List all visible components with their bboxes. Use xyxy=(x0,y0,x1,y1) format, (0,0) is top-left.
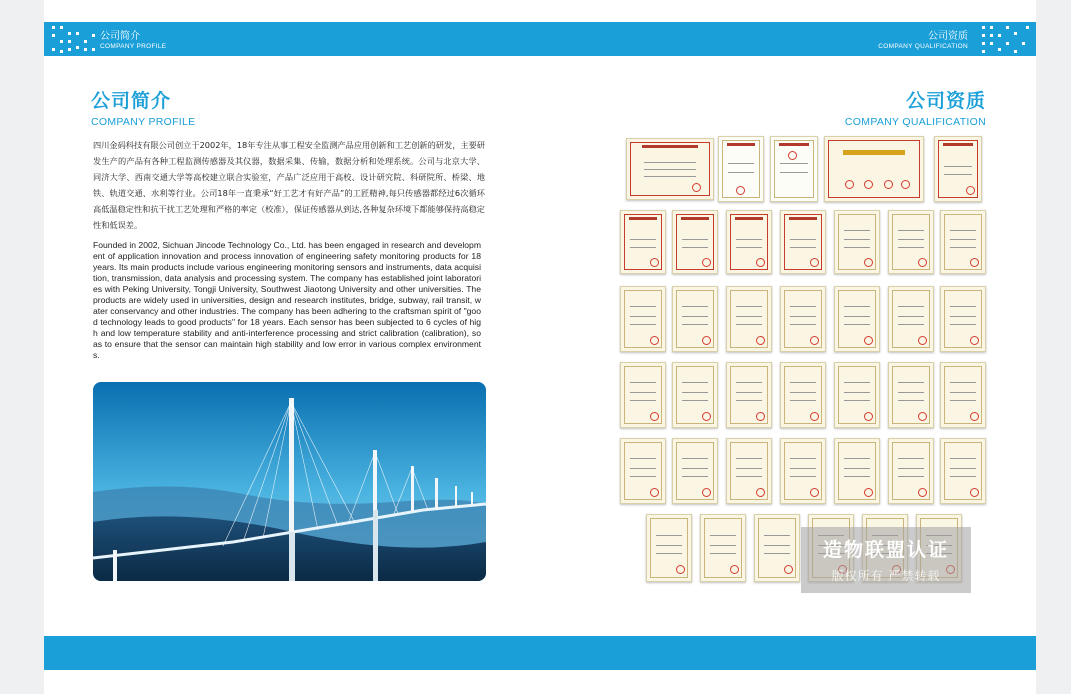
certificate xyxy=(700,514,746,582)
profile-title-en: COMPANY PROFILE xyxy=(91,116,196,128)
certificate xyxy=(626,138,714,200)
certificate xyxy=(726,438,772,504)
certificate xyxy=(940,210,986,274)
certificate xyxy=(824,136,924,202)
watermark-line1: 造物联盟认证 xyxy=(822,539,949,561)
certificate xyxy=(672,210,718,274)
certificate xyxy=(726,210,772,274)
header-left-cn: 公司简介 xyxy=(100,31,140,42)
qualification-title-en: COMPANY QUALIFICATION xyxy=(844,116,986,128)
certificate xyxy=(726,362,772,428)
certificate xyxy=(780,362,826,428)
certificate xyxy=(672,438,718,504)
watermark-line2: 版权所有 严禁转载 xyxy=(831,569,941,583)
certificate xyxy=(726,286,772,352)
certificate-gallery xyxy=(620,134,988,586)
profile-heading xyxy=(91,86,195,128)
certificate xyxy=(620,286,666,352)
certificate xyxy=(780,438,826,504)
qualification-title-cn: 公司资质 xyxy=(905,90,986,112)
header-left-en: COMPANY PROFILE xyxy=(100,43,167,50)
certificate xyxy=(780,210,826,274)
header-right-en: COMPANY QUALIFICATION xyxy=(878,43,968,50)
profile-body-chinese: 四川金码科技有限公司创立于2002年，18年专注从事工程安全监测产品应用创新和工艺创新的研发，主要研发生产的产品有各种工程监测传感器及其仪器，数据采集、传输，数据分析和处理系统。公司与北京大学、同济大学、西南交通大学等高校建立联合实验室，产品广泛应用于高校、设计研究院、科研院所、桥梁、地铁、轨道交通、水利等行业。公司18年一直秉承“好工艺才有好产品”的工匠精神,每只传感器都经过6次循环高低温稳定性和抗干扰工艺处理和严格的率定（校准），保证传感器从到达,各种复杂环境下都能够保持高稳定性和低误差。 xyxy=(93,140,485,230)
certificate xyxy=(888,286,934,352)
certificate xyxy=(620,438,666,504)
top-header-bar xyxy=(44,22,1036,56)
certificate xyxy=(620,210,666,274)
certificate xyxy=(888,438,934,504)
brochure-spread xyxy=(44,0,1036,694)
dot-pattern-right-icon xyxy=(978,22,1034,56)
header-left-title xyxy=(100,32,166,51)
certificate xyxy=(940,286,986,352)
certificate xyxy=(940,362,986,428)
profile-body-english: Founded in 2002, Sichuan Jincode Technology Co., Ltd. has been engaged in research and development of application innovation and process innovation of engineering safety monitoring products for 18 years. Its main products include various engineering monitoring sensors and instruments, data acquisition, transmission, data analysis and processing system. The company has established joint laboratories with Peking University, Tongji University, Southwest Jiaotong University and other universities. The products are widely used in universities, design and research institutes, bridge, subway, rail transit, water conservancy and other industries. The company has been adhering to the craftsman spirit of "good technology leads to good products" for 18 years. Each sensor has been subjected to 6 cycles of high and low temperature stability and anti-interference processing and strict calibration (calibration), so as to ensure that the sensor can maintain high stability and low error in various complex environments. xyxy=(93,240,481,360)
certificate xyxy=(834,362,880,428)
dot-pattern-left-icon xyxy=(48,22,104,56)
certificate xyxy=(834,286,880,352)
certificate xyxy=(754,514,800,582)
certificate xyxy=(672,362,718,428)
certificate xyxy=(646,514,692,582)
certificate xyxy=(834,438,880,504)
certificate xyxy=(888,362,934,428)
qualification-heading xyxy=(845,86,986,128)
certificate xyxy=(940,438,986,504)
certificate xyxy=(770,136,818,202)
certificate xyxy=(718,136,764,202)
bridge-photo xyxy=(93,382,486,581)
header-right-cn: 公司资质 xyxy=(928,31,968,42)
header-right-title xyxy=(878,32,968,51)
watermark xyxy=(801,527,971,593)
certificate xyxy=(934,136,982,202)
certificate xyxy=(620,362,666,428)
profile-title-cn: 公司简介 xyxy=(91,90,172,112)
bottom-footer-bar xyxy=(44,636,1036,670)
certificate xyxy=(888,210,934,274)
certificate xyxy=(834,210,880,274)
certificate xyxy=(672,286,718,352)
certificate xyxy=(780,286,826,352)
